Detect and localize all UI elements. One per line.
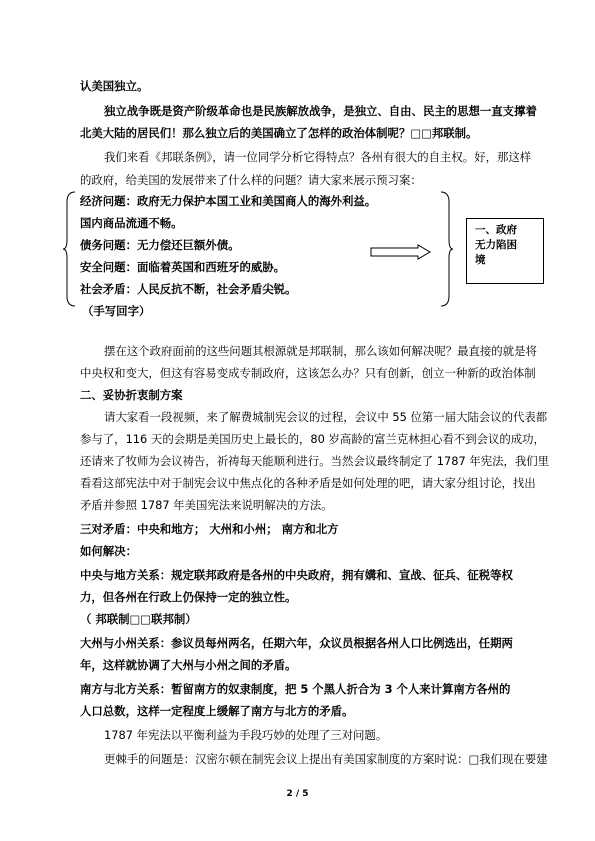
- text-line: 三对矛盾：中央和地方； 大州和小州； 南方和北方: [80, 522, 339, 536]
- text-line: 更棘手的问题是：汉密尔顿在制宪会议上提出有美国家制度的方案时说：□我们现在要建: [104, 752, 548, 766]
- summary-box-line: 一、政府: [475, 224, 517, 236]
- problem-debt: 债务问题：无力偿还巨额外债。: [80, 238, 240, 252]
- text-line: 独立战争既是资产阶级革命也是民族解放战争，是独立、自由、民主的思想一直支撑着: [104, 104, 537, 118]
- page-number: 2 / 5: [286, 789, 309, 799]
- text-line: 人口总数，这样一定程度上缓解了南方与北方的矛盾。: [80, 704, 354, 718]
- summary-box-line: 无力陷困: [475, 239, 517, 251]
- text-line: 矛盾并参照 1787 年美国宪法来说明解决的方法。: [80, 498, 333, 512]
- text-line: 南方与北方关系：暂留南方的奴隶制度，把 5 个黑人折合为 3 个人来计算南方各州的: [80, 682, 511, 696]
- text-line: 北美大陆的居民们！那么独立后的美国确立了怎样的政治体制呢？□□邦联制。: [80, 126, 478, 140]
- text-line: 中央与地方关系：规定联邦政府是各州的中央政府，拥有媾和、宣战、征兵、征税等权: [80, 568, 513, 582]
- text-line: 认美国独立。: [80, 79, 149, 93]
- text-line: 1787 年宪法以平衡利益为手段巧妙的处理了三对问题。: [104, 728, 388, 742]
- right-brace: [438, 190, 454, 308]
- text-line: 中央权和变大，但这有容易变成专制政府，这该怎么办？只有创新，创立一种新的政治体制: [80, 366, 536, 380]
- problem-security: 安全问题：面临着英国和西班牙的威胁。: [80, 260, 286, 274]
- text-line: 请大家看一段视频，来了解费城制宪会议的过程，会议中 55 位第一届大陆会议的代表都: [104, 410, 548, 424]
- text-line: 还请来了牧师为会议祷告，祈祷每天能顺利进行。当然会议最终制定了 1787 年宪法，我们里: [80, 454, 550, 468]
- text-line: 如何解决：: [80, 544, 137, 558]
- text-line: 力，但各州在行政上仍保持一定的独立性。: [80, 590, 297, 604]
- right-arrow-icon: [370, 244, 432, 260]
- text-line: 的政府，给美国的发展带来了什么样的问题？请大家来展示预习案：: [80, 173, 422, 187]
- section-heading: 二、妥协折衷制方案: [80, 388, 183, 402]
- summary-box-line: 境: [475, 254, 486, 266]
- handwritten-note: （手写回字）: [82, 304, 151, 318]
- text-line: （ 邦联制□□联邦制）: [80, 612, 197, 626]
- problem-economy: 经济问题：政府无力保护本国工业和美国商人的海外利益。: [80, 194, 377, 208]
- text-line: 看看这部宪法中对于制宪会议中焦点化的各种矛盾是如何处理的吧，请大家分组讨论，找出: [80, 476, 536, 490]
- problem-commerce: 国内商品流通不畅。: [80, 216, 183, 230]
- summary-box: [466, 218, 544, 284]
- left-brace: [62, 190, 78, 308]
- text-line: 年，这样就协调了大州与小州之间的矛盾。: [80, 658, 297, 672]
- text-line: 参与了，116 天的会期是美国历史上最长的，80 岁高龄的富兰克林担心看不到会议的成功，: [80, 432, 545, 446]
- text-line: 我们来看《邦联条例》，请一位同学分析它得特点？各州有很大的自主权。好，那这样: [104, 150, 532, 164]
- text-line: 大州与小州关系：参议员每州两名，任期六年，众议员根据各州人口比例选出，任期两: [80, 636, 513, 650]
- text-line: 摆在这个政府面前的这些问题其根源就是邦联制，那么该如何解决呢？最直接的就是将: [104, 344, 537, 358]
- problem-society: 社会矛盾：人民反抗不断，社会矛盾尖锐。: [80, 282, 297, 296]
